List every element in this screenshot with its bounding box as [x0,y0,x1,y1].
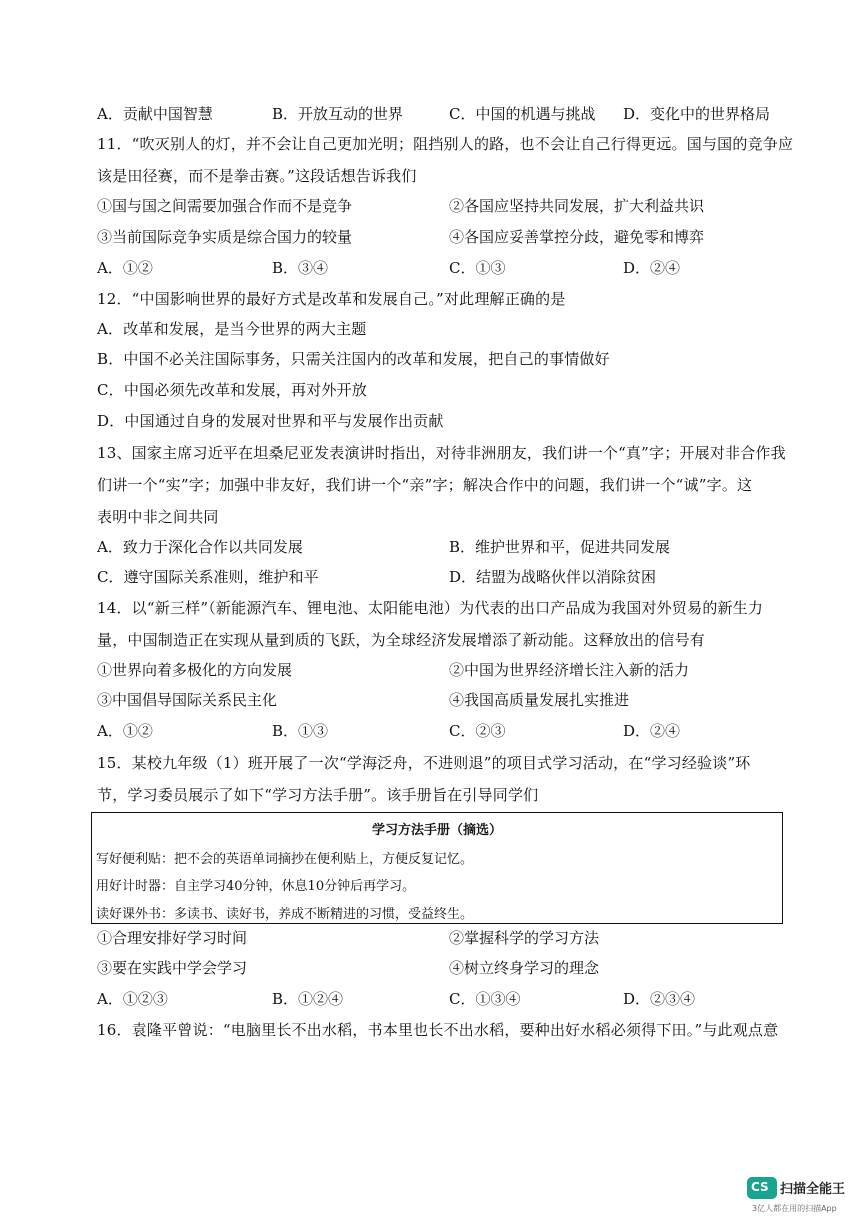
q13-option-d: D．结盟为战略伙伴以消除贫困 [449,568,657,586]
handbook-line-1: 写好便利贴：把不会的英语单词摘抄在便利贴上，方便反复记忆。 [96,852,474,867]
q15-stem-line2: 节，学习委员展示了如下“学习方法手册”。该手册旨在引导同学们 [97,786,539,804]
q15-statement-4: ④树立终身学习的理念 [449,959,600,977]
q11-option-a: A．①② [97,259,153,277]
q11-stem-line2: 该是田径赛，而不是拳击赛。”这段话想告诉我们 [97,167,417,185]
q13-stem-line3: 表明中非之间共同 [97,508,219,526]
q12-option-a: A．改革和发展，是当今世界的两大主题 [97,320,367,338]
q15-option-a: A．①②③ [97,990,168,1008]
handbook-line-3: 读好课外书：多读书、读好书，养成不断精进的习惯，受益终生。 [96,907,474,922]
q14-option-c: C．②③ [449,722,506,740]
q14-option-d: D．②④ [623,722,681,740]
q13-option-a: A．致力于深化合作以共同发展 [97,538,303,556]
q11-statement-4: ④各国应妥善掌控分歧，避免零和博弈 [449,228,705,246]
q15-statement-3: ③要在实践中学会学习 [97,959,248,977]
q14-statement-3: ③中国倡导国际关系民主化 [97,691,278,709]
q12-option-c: C．中国必须先改革和发展，再对外开放 [97,381,368,399]
q15-stem-line1: 15．某校九年级（1）班开展了一次“学海泛舟，不进则退”的项目式学习活动，在“学习经验谈”环 [97,754,751,772]
study-method-handbook-box [91,812,783,924]
watermark-subtitle: 3亿人都在用的扫描App [752,1204,837,1213]
q14-statement-4: ④我国高质量发展扎实推进 [449,691,630,709]
q14-statement-2: ②中国为世界经济增长注入新的活力 [449,661,690,679]
q10-option-a: A．贡献中国智慧 [97,105,213,123]
camscanner-logo: CS [747,1177,777,1199]
q15-statement-2: ②掌握科学的学习方法 [449,929,600,947]
q11-statement-2: ②各国应坚持共同发展，扩大利益共识 [449,197,705,215]
q15-option-d: D．②③④ [623,990,696,1008]
q12-stem: 12．“中国影响世界的最好方式是改革和发展自己。”对此理解正确的是 [97,290,566,308]
handbook-title: 学习方法手册（摘选） [371,823,502,838]
q15-option-c: C．①③④ [449,990,521,1008]
q14-option-b: B．①③ [272,722,329,740]
q11-option-c: C．①③ [449,259,506,277]
q13-option-b: B．维护世界和平，促进共同发展 [449,538,671,556]
q11-option-b: B．③④ [272,259,329,277]
q15-statement-1: ①合理安排好学习时间 [97,929,248,947]
handbook-line-2: 用好计时器：自主学习40分钟，休息10分钟后再学习。 [96,879,416,894]
q11-option-d: D．②④ [623,259,681,277]
q14-option-a: A．①② [97,722,153,740]
q10-option-b: B．开放互动的世界 [272,105,404,123]
q13-option-c: C．遵守国际关系准则，维护和平 [97,568,319,586]
q11-statement-1: ①国与国之间需要加强合作而不是竞争 [97,197,353,215]
q10-option-d: D．变化中的世界格局 [623,105,771,123]
q13-stem-line2: 们讲一个“实”字；加强中非友好，我们讲一个“亲”字；解决合作中的问题，我们讲一个“诚”字。这 [97,476,753,494]
q11-stem-line1: 11．“吹灭别人的灯，并不会让自己更加光明；阻挡别人的路，也不会让自己行得更远。国与国的竞争应 [97,135,794,153]
q12-option-d: D．中国通过自身的发展对世界和平与发展作出贡献 [97,412,444,430]
q14-stem-line2: 量，中国制造正在实现从量到质的飞跃，为全球经济发展增添了新动能。这释放出的信号有 [97,631,706,649]
q14-statement-1: ①世界向着多极化的方向发展 [97,661,293,679]
q13-stem-line1: 13、国家主席习近平在坦桑尼亚发表演讲时指出，对待非洲朋友，我们讲一个“真”字；开展对非合作我 [97,444,786,462]
q11-statement-3: ③当前国际竞争实质是综合国力的较量 [97,228,353,246]
q14-stem-line1: 14．以“新三样”（新能源汽车、锂电池、太阳能电池）为代表的出口产品成为我国对外贸易的新生力 [97,599,764,617]
q15-option-b: B．①②④ [272,990,344,1008]
q12-option-b: B．中国不必关注国际事务，只需关注国内的改革和发展，把自己的事情做好 [97,350,610,368]
q10-option-c: C．中国的机遇与挑战 [449,105,596,123]
q16-stem-line1: 16．袁隆平曾说：“电脑里长不出水稻，书本里也长不出水稻，要种出好水稻必须得下田。”与此观点意 [97,1021,779,1039]
watermark-brand: 扫描全能王 [780,1182,846,1197]
